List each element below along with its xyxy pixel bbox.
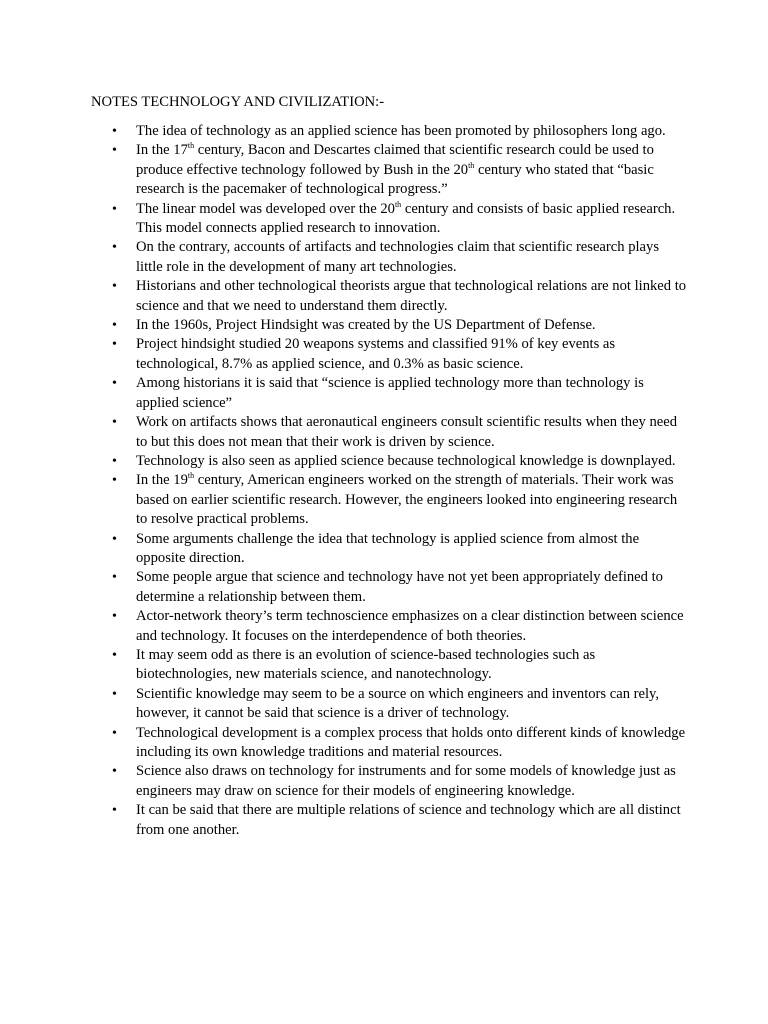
bullet-icon: • bbox=[112, 570, 117, 586]
bullet-icon: • bbox=[112, 279, 117, 295]
item-text: century, Bacon and Descartes claimed that scientific research could be used to produce effective technology followed by Bush in the 20 bbox=[136, 142, 654, 178]
list-item bbox=[0, 238, 688, 277]
list-item bbox=[0, 452, 688, 471]
bullet-icon: • bbox=[112, 240, 117, 256]
ordinal-suffix: th bbox=[394, 199, 402, 209]
bullet-icon: • bbox=[112, 803, 117, 819]
item-text: century, American engineers worked on the strength of materials. Their work was based on earlier scientific research. However, the engineers looked into engineering research to resolve practical problems. bbox=[136, 472, 678, 528]
list-item bbox=[0, 122, 688, 141]
bullet-icon: • bbox=[112, 609, 117, 625]
item-text: Actor-network theory’s term technoscience emphasizes on a clear distinction between science and technology. It focuses on the interdependence of both theories. bbox=[136, 608, 684, 644]
list-item bbox=[0, 413, 688, 452]
bullet-icon: • bbox=[112, 725, 117, 741]
ordinal-suffix: th bbox=[468, 160, 475, 170]
bullet-icon: • bbox=[112, 143, 117, 159]
item-text: In the 17 bbox=[136, 142, 188, 159]
bullet-icon: • bbox=[112, 473, 117, 489]
bullet-icon: • bbox=[112, 531, 117, 547]
list-item bbox=[0, 471, 688, 529]
list-item bbox=[0, 646, 688, 685]
bullet-icon: • bbox=[112, 376, 117, 392]
bullet-icon: • bbox=[112, 318, 117, 334]
list-item bbox=[0, 141, 688, 199]
list-item bbox=[0, 801, 688, 840]
list-item bbox=[0, 316, 688, 335]
item-text: Science also draws on technology for instruments and for some models of knowledge just as engineers may draw on science for their models of engineering knowledge. bbox=[136, 763, 676, 799]
item-text: On the contrary, accounts of artifacts and technologies claim that scientific research plays little role in the development of many art technologies. bbox=[136, 239, 660, 275]
bullet-icon: • bbox=[112, 686, 117, 702]
item-text: Work on artifacts shows that aeronautical engineers consult scientific results when they need to but this does not mean that their work is driven by science. bbox=[136, 414, 678, 450]
list-item bbox=[0, 568, 688, 607]
list-item bbox=[0, 335, 688, 374]
list-item bbox=[0, 724, 688, 763]
bullet-icon: • bbox=[112, 201, 117, 217]
list-item bbox=[0, 277, 688, 316]
item-text: Technology is also seen as applied science because technological knowledge is downplayed. bbox=[136, 452, 676, 469]
ordinal-suffix: th bbox=[187, 141, 195, 151]
bullet-icon: • bbox=[112, 415, 117, 431]
bullet-icon: • bbox=[112, 764, 117, 780]
list-item bbox=[0, 530, 688, 569]
list-item bbox=[0, 762, 688, 801]
page-title: NOTES TECHNOLOGY AND CIVILIZATION:- bbox=[91, 94, 385, 110]
item-text: Technological development is a complex process that holds onto different kinds of knowledge including its own knowledge traditions and material resources. bbox=[136, 724, 686, 760]
item-text: The idea of technology as an applied science has been promoted by philosophers long ago. bbox=[136, 123, 666, 139]
item-text: It can be said that there are multiple relations of science and technology which are all distinct from one another. bbox=[136, 802, 681, 838]
list-item bbox=[0, 607, 688, 646]
item-text: It may seem odd as there is an evolution of science-based technologies such as biotechnologies, new materials science, and nanotechnology. bbox=[136, 646, 596, 683]
item-text: Some people argue that science and technology have not yet been appropriately defined to determine a relationship between them. bbox=[136, 569, 663, 605]
item-text: century who stated that “basic research is the pacemaker of technological progress.” bbox=[136, 161, 654, 198]
item-text: The linear model was developed over the 20 bbox=[136, 200, 395, 217]
item-text: Scientific knowledge may seem to be a source on which engineers and inventors can rely, however, it cannot be said that science is a driver of technology. bbox=[136, 685, 660, 722]
item-text: Among historians it is said that “science is applied technology more than technology is applied science” bbox=[136, 375, 644, 411]
bullet-icon: • bbox=[112, 124, 117, 139]
list-item bbox=[0, 374, 688, 413]
item-text: century and consists of basic applied research. This model connects applied research to innovation. bbox=[136, 200, 676, 237]
notes-list bbox=[0, 122, 768, 840]
item-text: Historians and other technological theorists argue that technological relations are not linked to science and that we need to understand them directly. bbox=[136, 278, 687, 314]
item-text: In the 1960s, Project Hindsight was created by the US Department of Defense. bbox=[136, 317, 596, 334]
bullet-icon: • bbox=[112, 647, 117, 663]
list-item bbox=[0, 200, 688, 239]
bullet-icon: • bbox=[112, 337, 117, 353]
item-text: Project hindsight studied 20 weapons systems and classified 91% of key events as technological, 8.7% as applied science, and 0.3% as basic science. bbox=[136, 336, 616, 372]
item-text: Some arguments challenge the idea that technology is applied science from almost the opposite direction. bbox=[136, 530, 640, 566]
list-item bbox=[0, 685, 688, 724]
bullet-icon: • bbox=[112, 453, 117, 469]
ordinal-suffix: th bbox=[187, 471, 195, 481]
item-text: In the 19 bbox=[136, 472, 188, 489]
